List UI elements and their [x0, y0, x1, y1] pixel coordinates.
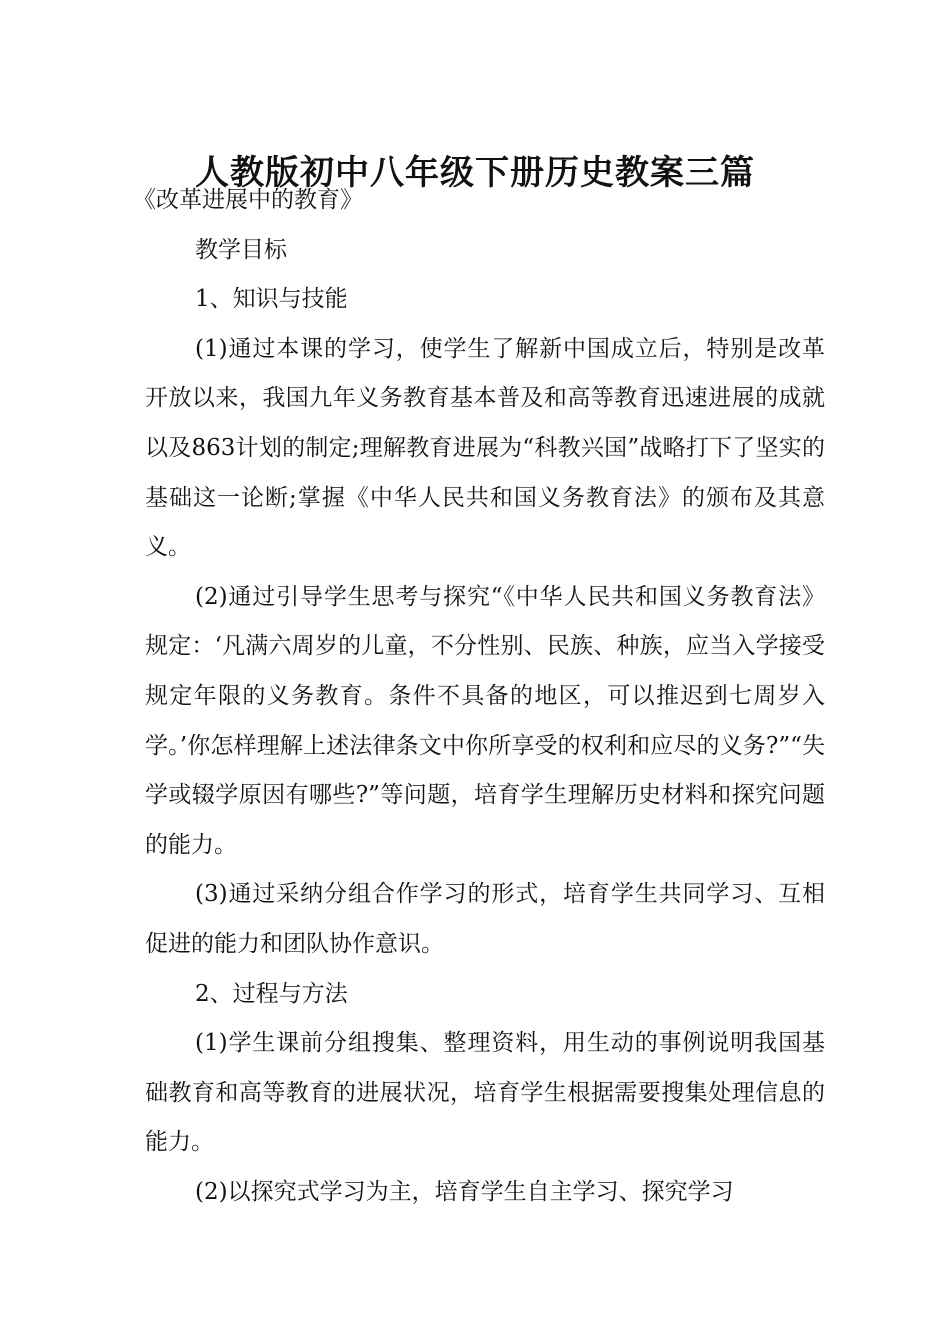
- paragraph-3: (3)通过采纳分组合作学习的形式，培育学生共同学习、互相促进的能力和团队协作意识。: [145, 881, 825, 957]
- section-knowledge-skills: 1、知识与技能: [195, 286, 348, 313]
- document-title: 人教版初中八年级下册历史教案三篇: [195, 152, 755, 193]
- paragraph-1: (1)通过本课的学习，使学生了解新中国成立后，特别是改革开放以来，我国九年义务教育基本普及和高等教育迅速进展的成就以及863计划的制定;理解教育进展为“科教兴国”战略打下了坚实的基础这一论断;掌握《中华人民共和国义务教育法》的颁布及其意义。: [145, 335, 825, 561]
- paragraph-4: (1)学生课前分组搜集、整理资料，用生动的事例说明我国基础教育和高等教育的进展状况，培育学生根据需要搜集处理信息的能力。: [145, 1030, 825, 1156]
- lesson-title: 《改革进展中的教育》: [133, 187, 363, 213]
- paragraph-5: (2)以探究式学习为主，培育学生自主学习、探究学习: [195, 1178, 734, 1205]
- heading-teaching-goals: 教学目标: [195, 236, 287, 263]
- paragraph-2: (2)通过引导学生思考与探究“《中华人民共和国义务教育法》规定：‘凡满六周岁的儿童，不分性别、民族、种族，应当入学接受规定年限的义务教育。条件不具备的地区，可以推迟到七周岁入学。’你怎样理解上述法律条文中你所享受的权利和应尽的义务?”“失学或辍学原因有哪些?”等问题，培育学生理解历史材料和探究问题的能力。: [145, 583, 825, 858]
- section-process-methods: 2、过程与方法: [195, 980, 348, 1007]
- document-body: [133, 176, 825, 1217]
